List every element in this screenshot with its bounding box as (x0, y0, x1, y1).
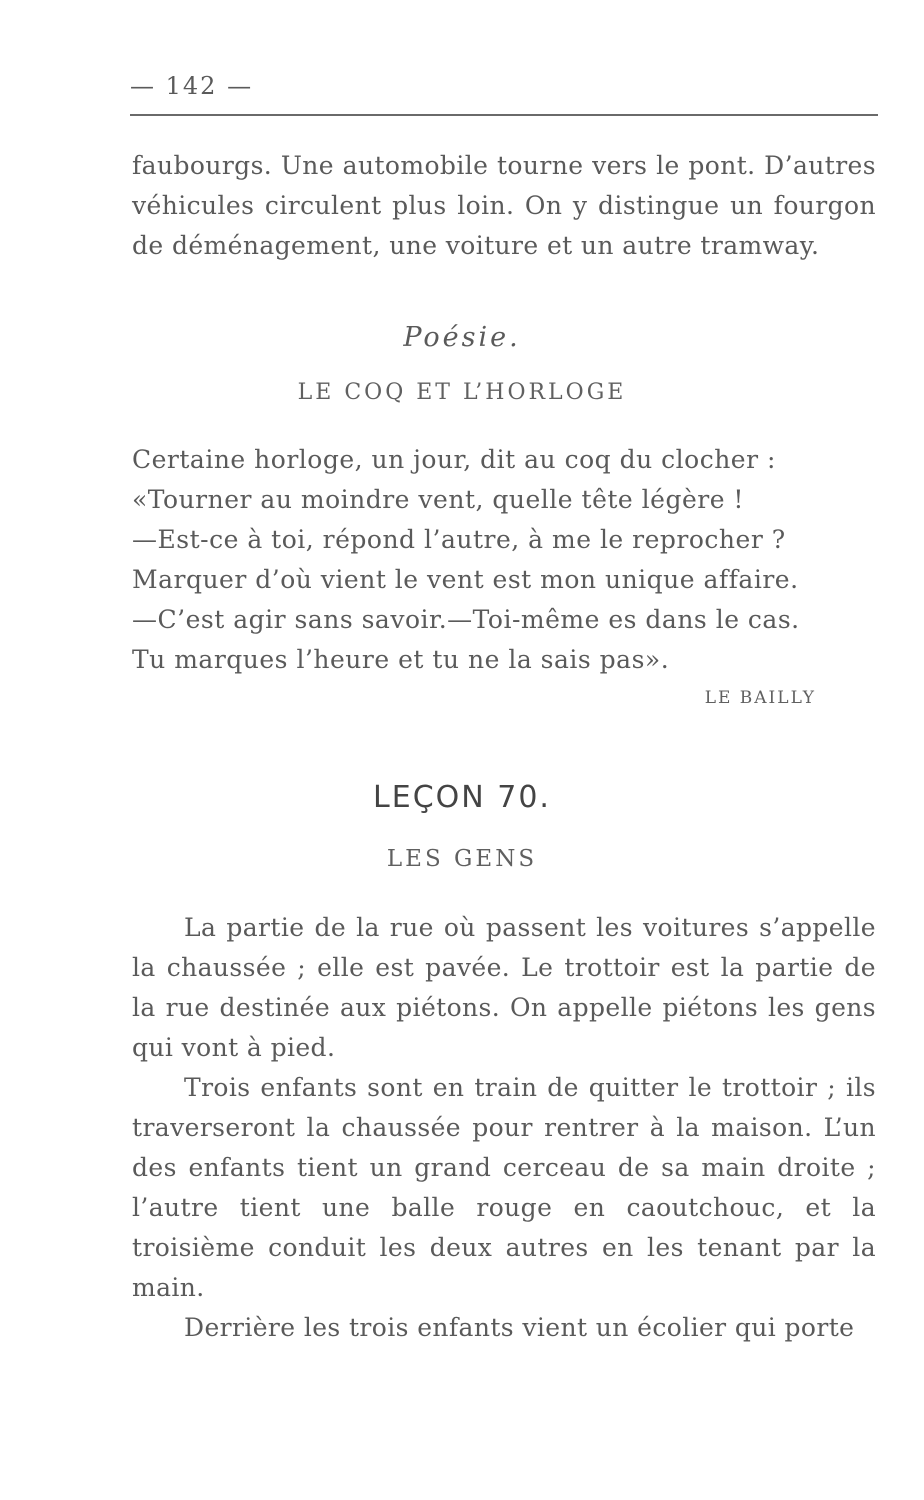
intro-paragraph: faubourgs. Une automobile tourne vers le pont. D’autres véhicules circulent plus loin. On y distingue un fourgon de déménagement, une voiture et un autre tramway. (132, 151, 876, 260)
lesson-paragraph: La partie de la rue où passent les voitures s’appelle la chaussée ; elle est pavée. Le trottoir est la partie de la rue destinée aux piétons. On appelle piétons les gens qui vont à pied. (132, 913, 876, 1062)
poem-author: LE BAILLY (704, 688, 816, 708)
poem-verse: «Tourner au moindre vent, quelle tête légère ! (132, 485, 744, 514)
lesson-title: LES GENS (386, 846, 538, 872)
poesie-label: Poésie. (403, 322, 521, 353)
poem-verse: —Est-ce à toi, répond l’autre, à me le reprocher ? (132, 525, 786, 554)
page-number: — 142 — (130, 72, 254, 100)
poem-verse: Certaine horloge, un jour, dit au coq du clocher : (132, 445, 776, 474)
lesson-heading: LEÇON 70. (373, 780, 551, 815)
lesson-paragraph: Derrière les trois enfants vient un écolier qui porte (184, 1313, 855, 1342)
poem-title: LE COQ ET L’HORLOGE (297, 380, 627, 405)
lesson-body (132, 908, 876, 1348)
poem-verse: —C’est agir sans savoir.—Toi-même es dans le cas. (132, 605, 800, 634)
lesson-paragraph: Trois enfants sont en train de quitter le trottoir ; ils traverseront la chaussée pour rentrer à la maison. L’un des enfants tient un grand cerceau de sa main droite ; l’autre tient une balle rouge en caoutchouc, et la troisième conduit les deux autres en les tenant par la main. (132, 1073, 876, 1302)
poem (132, 440, 876, 680)
poem-verse: Tu marques l’heure et tu ne la sais pas». (132, 645, 670, 674)
poem-verse: Marquer d’où vient le vent est mon unique affaire. (132, 565, 799, 594)
header-rule (130, 114, 878, 116)
